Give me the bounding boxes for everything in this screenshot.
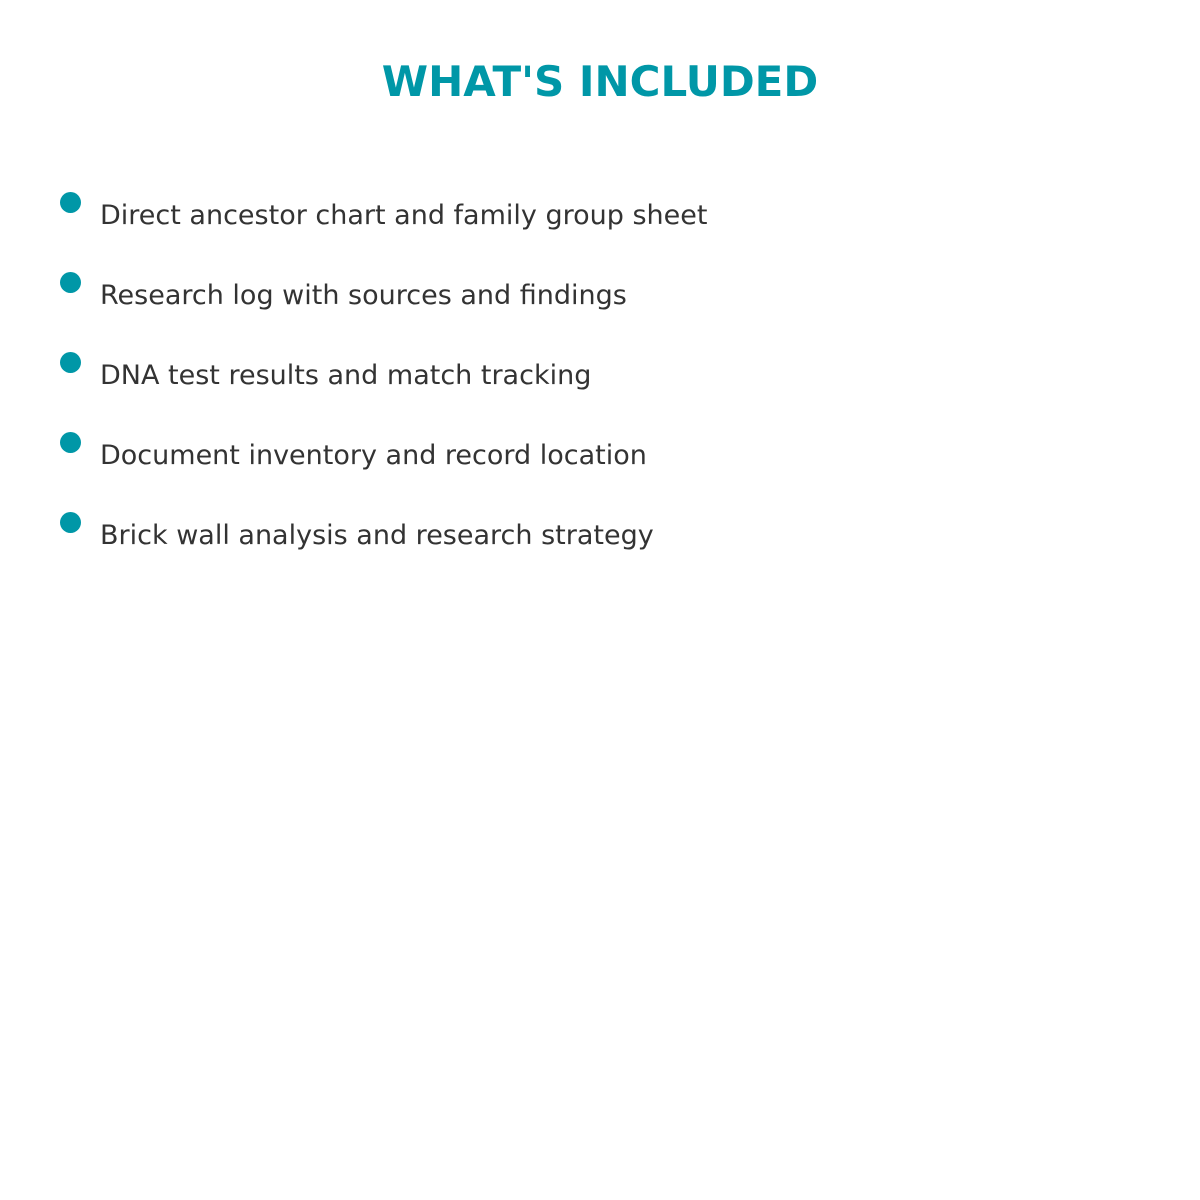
list-item-label: Document inventory and record location	[100, 440, 647, 471]
bullet-dot-icon	[60, 352, 81, 373]
list-item-label: Research log with sources and findings	[100, 280, 627, 311]
bullet-dot-icon	[60, 512, 81, 533]
bullet-dot-icon	[60, 192, 81, 213]
list-item	[60, 512, 1160, 572]
list-item	[60, 352, 1160, 412]
bullet-dot-icon	[60, 272, 81, 293]
list-item	[60, 192, 1160, 252]
list-item	[60, 432, 1160, 492]
list-item-label: DNA test results and match tracking	[100, 360, 592, 391]
page-title: WHAT'S INCLUDED	[381, 57, 819, 106]
list-item	[60, 272, 1160, 332]
list-item-label: Brick wall analysis and research strategy	[100, 520, 654, 551]
bullet-dot-icon	[60, 432, 81, 453]
list-item-label: Direct ancestor chart and family group sheet	[100, 200, 708, 231]
